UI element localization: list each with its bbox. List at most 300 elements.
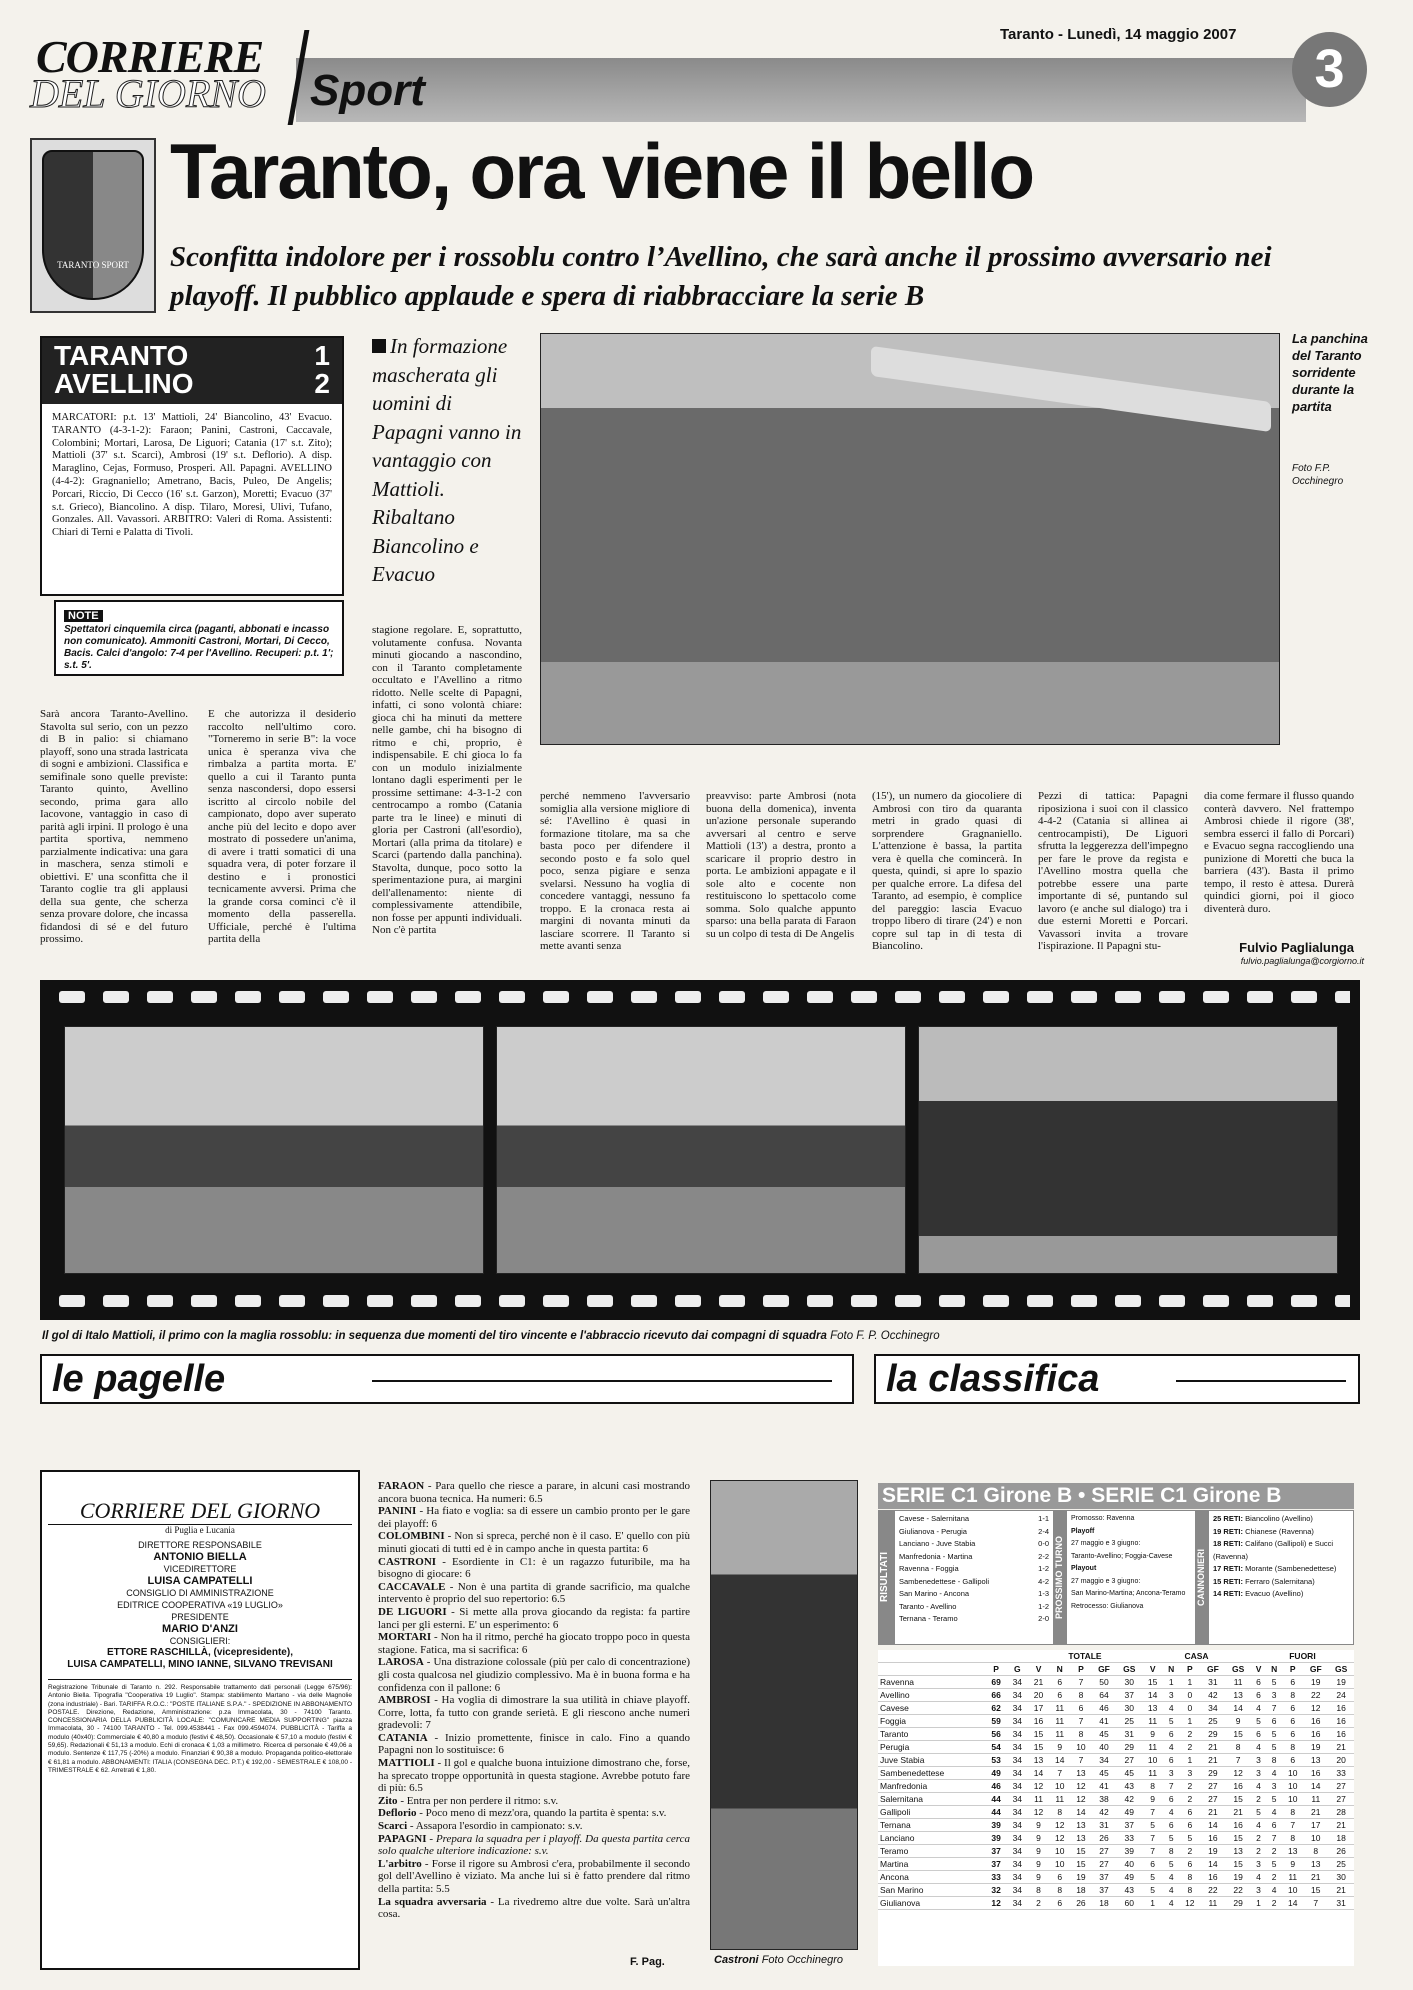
stat-cell: 8 xyxy=(1163,1845,1179,1858)
stat-cell: 2 xyxy=(1179,1793,1200,1806)
stat-cell: 27 xyxy=(1328,1793,1354,1806)
section-title: Sport xyxy=(310,66,425,115)
article-col-4: perché nemmeno l'avversario somiglia alla versione migliore di sé: l'Avellino è quasi in formazione titolare, ma sa che basta poco per difendere il secondo posto e fa solo quel poco, senza pigiare e senza svelarsi. Nessuno ha voglia di concedere vantaggi, nessuno fa troppo. E la cronaca resta ai margini di novanta minuti da lasciare scorrere. Il Taranto si mette avanti senza xyxy=(540,790,690,952)
castroni-photo xyxy=(710,1480,858,1950)
stat-cell: 4 xyxy=(1251,1741,1266,1754)
stat-cell: 6 xyxy=(1282,1754,1303,1767)
stat-cell: 6 xyxy=(1179,1819,1200,1832)
stat-cell: 13 xyxy=(1028,1754,1049,1767)
table-row xyxy=(878,1793,1354,1806)
points-cell: 69 xyxy=(986,1676,1007,1689)
stat-cell: 9 xyxy=(1225,1715,1251,1728)
stat-cell: 4 xyxy=(1163,1702,1179,1715)
stat-cell: 18 xyxy=(1328,1832,1354,1845)
stat-cell: 4 xyxy=(1163,1871,1179,1884)
table-header-cell: P xyxy=(1179,1663,1200,1676)
subheadline: Sconfitta indolore per i rossoblu contro l’Avellino, che sarà anche il prossimo avversario nei playoff. Il pubblico applaude e spera di riabbracciare la serie B xyxy=(170,241,1272,312)
stat-cell: 11 xyxy=(1049,1702,1070,1715)
stat-cell: 29 xyxy=(1225,1897,1251,1910)
team-name-cell: Avellino xyxy=(878,1689,986,1702)
risultato-row: San Marino - Ancona 1-3 xyxy=(899,1589,1049,1598)
risultato-row: Ternana - Teramo 2-0 xyxy=(899,1614,1049,1623)
stat-cell: 30 xyxy=(1116,1676,1142,1689)
stat-cell: 7 xyxy=(1142,1845,1163,1858)
cannoniere-row: 14 RETI: Evacuo (Avellino) xyxy=(1213,1589,1304,1598)
stat-cell: 15 xyxy=(1225,1728,1251,1741)
stat-cell: 27 xyxy=(1328,1780,1354,1793)
bench-photo xyxy=(540,333,1280,745)
stat-cell: 8 xyxy=(1142,1780,1163,1793)
table-row xyxy=(878,1702,1354,1715)
stat-cell: 6 xyxy=(1282,1715,1303,1728)
team-name-cell: Ravenna xyxy=(878,1676,986,1689)
stat-cell: 18 xyxy=(1070,1884,1091,1897)
stat-cell: 41 xyxy=(1092,1780,1117,1793)
stat-cell: 34 xyxy=(1007,1806,1028,1819)
stat-cell: 37 xyxy=(1116,1689,1142,1702)
stat-cell: 5 xyxy=(1163,1858,1179,1871)
stat-cell: 9 xyxy=(1028,1845,1049,1858)
film-caption-text: Il gol di Italo Mattioli, il primo con la maglia rossoblu: in sequenza due momenti del tiro vincente e l'abbraccio ricevuto dai compagni di squadra xyxy=(42,1330,827,1342)
stat-cell: 8 xyxy=(1225,1741,1251,1754)
stat-cell: 8 xyxy=(1070,1689,1091,1702)
page-number: 3 xyxy=(1292,32,1367,107)
stat-cell: 34 xyxy=(1007,1897,1028,1910)
cannoniere-row: 18 RETI: Califano (Gallipoli) e Succi (Ravenna) xyxy=(1213,1539,1334,1561)
stat-cell: 30 xyxy=(1328,1871,1354,1884)
stat-cell: 12 xyxy=(1070,1793,1091,1806)
stat-cell: 7 xyxy=(1163,1780,1179,1793)
stat-cell: 16 xyxy=(1303,1767,1328,1780)
stat-cell: 11 xyxy=(1303,1793,1328,1806)
table-row xyxy=(878,1728,1354,1741)
stat-cell: 5 xyxy=(1142,1871,1163,1884)
points-cell: 49 xyxy=(986,1767,1007,1780)
stat-cell: 21 xyxy=(1200,1806,1225,1819)
stat-cell: 2 xyxy=(1028,1897,1049,1910)
stat-cell: 6 xyxy=(1251,1689,1266,1702)
points-cell: 53 xyxy=(986,1754,1007,1767)
publisher-line: LUISA CAMPATELLI, MINO IANNE, SILVANO TREVISANI xyxy=(67,1659,333,1670)
stat-cell: 5 xyxy=(1251,1806,1266,1819)
stat-cell: 11 xyxy=(1028,1793,1049,1806)
prossimo-line: Promosso: Ravenna xyxy=(1071,1515,1135,1522)
pagella-item: CASTRONI - Esordiente in C1: è un ragazzo futuribile, ma ha bisogno di giocare: 6 xyxy=(378,1555,690,1581)
masthead xyxy=(30,30,320,120)
stat-cell: 3 xyxy=(1251,1884,1266,1897)
table-header-cell: P xyxy=(1282,1663,1303,1676)
team-name-cell: Foggia xyxy=(878,1715,986,1728)
stat-cell: 40 xyxy=(1116,1858,1142,1871)
table-header-cell: GS xyxy=(1328,1663,1354,1676)
stat-cell: 31 xyxy=(1116,1728,1142,1741)
team-logo xyxy=(30,138,156,313)
stat-cell: 22 xyxy=(1225,1884,1251,1897)
team-name-cell: Juve Stabia xyxy=(878,1754,986,1767)
away-goals: 2 xyxy=(314,368,330,399)
stat-cell: 19 xyxy=(1225,1871,1251,1884)
pagelle-list xyxy=(378,1480,690,1920)
points-cell: 62 xyxy=(986,1702,1007,1715)
stat-cell: 21 xyxy=(1225,1806,1251,1819)
stat-cell: 11 xyxy=(1142,1715,1163,1728)
points-cell: 12 xyxy=(986,1897,1007,1910)
stat-cell: 34 xyxy=(1007,1871,1028,1884)
stat-cell: 15 xyxy=(1303,1884,1328,1897)
stat-cell: 34 xyxy=(1007,1754,1028,1767)
stat-cell: 31 xyxy=(1200,1676,1225,1689)
stat-cell: 34 xyxy=(1007,1689,1028,1702)
pagella-item: La squadra avversaria - La rivedremo altre due volte. Sarà un'altra cosa. xyxy=(378,1895,690,1920)
stat-cell: 2 xyxy=(1251,1845,1266,1858)
risultato-row: Manfredonia - Martina 2-2 xyxy=(899,1551,1049,1561)
standings-table-wrap xyxy=(878,1650,1354,1966)
stat-cell: 13 xyxy=(1225,1845,1251,1858)
article-col-8: dia come fermare il flusso quando conterà davvero. Nel frattempo Ambrosi chiede il rigore (38', sembra esserci il fallo di Porcari) e Evacuo segna raccogliendo una punizione di Moretti che buca la barriera (43'). Basta il primo tempo, il resto è attesa. Durerà quindici giorni, poi il gioco diventerà duro. xyxy=(1204,790,1354,915)
article-col-6: (15'), un numero da giocoliere di Ambrosi con tiro da quaranta metri in grado quasi di sorprendere Gragnaniello. L'attenzione è bassa, la partita vera è quella che comincerà. In questa, quindi, si apre lo spazio per qualche errore. La difesa del Taranto, ad esempio, è complice del pareggio: lascia Evacuo troppo libero di tirare (24') e non copre sul tap in di testa di Biancolino. xyxy=(872,790,1022,952)
stat-cell: 17 xyxy=(1303,1819,1328,1832)
stat-cell: 16 xyxy=(1200,1832,1225,1845)
stat-cell: 6 xyxy=(1070,1702,1091,1715)
stat-cell: 3 xyxy=(1163,1767,1179,1780)
stat-cell: 8 xyxy=(1049,1884,1070,1897)
film-caption xyxy=(42,1330,1362,1342)
stat-cell: 6 xyxy=(1251,1676,1266,1689)
publisher-line: CONSIGLIERI: xyxy=(169,1636,231,1646)
stat-cell: 21 xyxy=(1303,1871,1328,1884)
stat-cell: 5 xyxy=(1142,1884,1163,1897)
team-name-cell: Manfredonia xyxy=(878,1780,986,1793)
stat-cell: 8 xyxy=(1303,1845,1328,1858)
team-name-cell: Lanciano xyxy=(878,1832,986,1845)
team-name-cell: Giulianova xyxy=(878,1897,986,1910)
pagelle-header xyxy=(40,1354,854,1404)
stat-cell: 27 xyxy=(1092,1858,1117,1871)
table-row xyxy=(878,1780,1354,1793)
team-name-cell: Ancona xyxy=(878,1871,986,1884)
stat-cell: 19 xyxy=(1303,1676,1328,1689)
stat-cell: 30 xyxy=(1116,1702,1142,1715)
stat-cell: 21 xyxy=(1028,1676,1049,1689)
risultato-row: Taranto - Avellino 1-2 xyxy=(899,1601,1049,1611)
publisher-line: ANTONIO BIELLA xyxy=(153,1551,247,1563)
photo-caption: La panchina del Taranto sorridente durante la partita xyxy=(1292,331,1368,414)
stat-cell: 8 xyxy=(1282,1689,1303,1702)
points-cell: 39 xyxy=(986,1819,1007,1832)
stat-cell: 25 xyxy=(1200,1715,1225,1728)
stat-cell: 26 xyxy=(1328,1845,1354,1858)
stat-cell: 12 xyxy=(1179,1897,1200,1910)
stat-cell: 12 xyxy=(1303,1702,1328,1715)
stat-cell: 10 xyxy=(1049,1858,1070,1871)
risultato-row: Ravenna - Foggia 1-2 xyxy=(899,1564,1049,1573)
film-holes-top xyxy=(50,990,1350,1008)
article-col-3: stagione regolare. E, soprattutto, volutamente confusa. Novanta minuti giocando a nascondino, con il Taranto completamente occultato e l'Avellino a ritmo ridotto. Nelle scelte di Papagni, infatti, ci sono volontà chiare: gioca chi ha minuti da mettere nelle gambe, chi ha bisogno di ritmo e chi, proprio, è indispensabile. E chi gioca lo fa con un modulo inizialmente lontano dagli esperimenti per le prossime settimane: 4-3-1-2 con centrocampo a rombo (Catania parte tra le linee) e minuti di gloria per Castroni (all'esordio), Mortari (alla prima da titolare) e Scarci (partendo dalla panchina). Stavolta, dunque, poco sotto la sperimentazione pura, ai margini dell'allenamento: niente di complessivamente attendibile, non fosse per appunti individuali. Non c'è partita xyxy=(372,624,522,936)
away-team: AVELLINO xyxy=(54,368,194,399)
stat-cell: 19 xyxy=(1303,1741,1328,1754)
stat-cell: 8 xyxy=(1049,1806,1070,1819)
risultato-row: Sambenedettese - Gallipoli 4-2 xyxy=(899,1576,1049,1586)
stat-cell: 14 xyxy=(1200,1858,1225,1871)
stat-cell: 6 xyxy=(1163,1819,1179,1832)
article-col-1: Sarà ancora Taranto-Avellino. Stavolta sul serio, con un pezzo di B in palio: si chiamano playoff, sono una strada lastricata di sogni e ambizioni. Classifica e semifinale sono quelle previste: Taranto quinto, Avellino secondo, prima gara allo Iacovone, vantaggio in caso di parità agli irpini. Il prologo è una partita sportiva, nemmeno parzialmente indicativa: una gara in maschera, senza stimoli e obiettivi. E' una sconfitta che il Taranto coglie tra gli applausi della sua gente, che scherza senza provare dolore, che incassa fidandosi di sé e del futuro prossimo. xyxy=(40,708,188,945)
stat-cell: 9 xyxy=(1028,1871,1049,1884)
stat-cell: 8 xyxy=(1282,1832,1303,1845)
stat-cell: 9 xyxy=(1142,1728,1163,1741)
pagella-item: PANINI - Ha fiato e voglia: sa di essere un cambio pronto per le gare dei playoff: 6 xyxy=(378,1505,690,1530)
stat-cell: 15 xyxy=(1028,1728,1049,1741)
stat-cell: 22 xyxy=(1200,1884,1225,1897)
classifica-title: la classifica xyxy=(886,1358,1100,1400)
cannoniere-row: 17 RETI: Morante (Sambenedettese) xyxy=(1213,1564,1337,1573)
table-header-cell: GF xyxy=(1303,1663,1328,1676)
stat-cell: 1 xyxy=(1179,1715,1200,1728)
stat-cell: 16 xyxy=(1225,1819,1251,1832)
standings-header-row xyxy=(878,1663,1354,1676)
stat-cell: 6 xyxy=(1266,1715,1282,1728)
stat-cell: 7 xyxy=(1266,1832,1282,1845)
stat-cell: 4 xyxy=(1163,1806,1179,1819)
stat-cell: 5 xyxy=(1142,1819,1163,1832)
cannonieri-label: CANNONIERI xyxy=(1195,1511,1209,1644)
stat-cell: 14 xyxy=(1070,1806,1091,1819)
stat-cell: 15 xyxy=(1070,1858,1091,1871)
stat-cell: 34 xyxy=(1007,1676,1028,1689)
stat-cell: 27 xyxy=(1200,1793,1225,1806)
note-title: NOTE xyxy=(64,610,103,622)
stat-cell: 14 xyxy=(1142,1689,1163,1702)
stat-cell: 43 xyxy=(1116,1884,1142,1897)
table-header-cell: N xyxy=(1266,1663,1282,1676)
group-fuori: FUORI xyxy=(1251,1650,1354,1663)
risultati-label: RISULTATI xyxy=(879,1511,895,1644)
stat-cell: 34 xyxy=(1007,1819,1028,1832)
stat-cell: 8 xyxy=(1282,1806,1303,1819)
stat-cell: 8 xyxy=(1070,1728,1091,1741)
stat-cell: 22 xyxy=(1303,1689,1328,1702)
stat-cell: 3 xyxy=(1251,1858,1266,1871)
stat-cell: 3 xyxy=(1251,1767,1266,1780)
author-name: Fulvio Paglialunga xyxy=(1239,940,1354,955)
pagella-item: FARAON - Para quello che riesce a parare, in alcuni casi mostrando ancora buona tecnica. Ha numeri: 6.5 xyxy=(378,1480,690,1505)
stat-cell: 8 xyxy=(1179,1884,1200,1897)
table-row xyxy=(878,1884,1354,1897)
stat-cell: 11 xyxy=(1282,1871,1303,1884)
stat-cell: 16 xyxy=(1328,1728,1354,1741)
stat-cell: 7 xyxy=(1266,1702,1282,1715)
stat-cell: 5 xyxy=(1266,1676,1282,1689)
stat-cell: 15 xyxy=(1225,1858,1251,1871)
publisher-line: ETTORE RASCHILLÀ, (vicepresidente), xyxy=(107,1647,293,1658)
stat-cell: 12 xyxy=(1070,1780,1091,1793)
points-cell: 59 xyxy=(986,1715,1007,1728)
stat-cell: 4 xyxy=(1251,1780,1266,1793)
stat-cell: 15 xyxy=(1028,1741,1049,1754)
points-cell: 46 xyxy=(986,1780,1007,1793)
pagella-item: MATTIOLI - Il gol e qualche buona intuizione dimostrano che, forse, ha sprecato troppe opportunità in questa stagione. Avrebbe potuto fare di più: 6.5 xyxy=(378,1757,690,1795)
stat-cell: 46 xyxy=(1092,1702,1117,1715)
stat-cell: 41 xyxy=(1092,1715,1117,1728)
team-name-cell: Teramo xyxy=(878,1845,986,1858)
stat-cell: 5 xyxy=(1163,1832,1179,1845)
stat-cell: 60 xyxy=(1116,1897,1142,1910)
publisher-title: CORRIERE DEL GIORNO xyxy=(48,1498,352,1525)
pagella-item: L'arbitro - Forse il rigore su Ambrosi c'era, probabilmente il secondo gol dell'Avellino è viziato. Ma anche lui si è fatto prendere dal ritmo della partita: 5.5 xyxy=(378,1857,690,1895)
publisher-box xyxy=(40,1470,360,1970)
stat-cell: 12 xyxy=(1028,1806,1049,1819)
stat-cell: 14 xyxy=(1282,1897,1303,1910)
castroni-caption-name: Castroni xyxy=(714,1954,759,1966)
stat-cell: 10 xyxy=(1303,1832,1328,1845)
stat-cell: 2 xyxy=(1179,1845,1200,1858)
group-totale: TOTALE xyxy=(1028,1650,1142,1663)
film-photo-1 xyxy=(64,1026,484,1274)
stat-cell: 29 xyxy=(1200,1728,1225,1741)
table-header-cell: GF xyxy=(1092,1663,1117,1676)
pagella-item: Scarci - Assapora l'esordio in campionato: s.v. xyxy=(378,1820,583,1833)
pagella-item: DE LIGUORI - Si mette alla prova giocando da regista: fa partire lanci per gli esterni. E' un esperimento: 6 xyxy=(378,1605,690,1631)
points-cell: 44 xyxy=(986,1793,1007,1806)
section-band xyxy=(296,58,1306,122)
stat-cell: 31 xyxy=(1328,1897,1354,1910)
stat-cell: 34 xyxy=(1007,1858,1028,1871)
masthead-title: CORRIERE xyxy=(36,31,264,82)
stat-cell: 7 xyxy=(1225,1754,1251,1767)
stat-cell: 9 xyxy=(1142,1793,1163,1806)
stat-cell: 7 xyxy=(1142,1806,1163,1819)
pagella-item: COLOMBINI - Non si spreca, perché non è il caso. E' quello con più minuti giocati di tutti ed è in campo anche in questa partita: 6 xyxy=(378,1530,690,1555)
stat-cell: 16 xyxy=(1328,1715,1354,1728)
points-cell: 37 xyxy=(986,1858,1007,1871)
stat-cell: 12 xyxy=(1225,1767,1251,1780)
table-row xyxy=(878,1897,1354,1910)
points-cell: 56 xyxy=(986,1728,1007,1741)
table-row xyxy=(878,1806,1354,1819)
prossimo-line: Retrocesso: Giulianova xyxy=(1071,1602,1144,1610)
stat-cell: 45 xyxy=(1116,1767,1142,1780)
stat-cell: 6 xyxy=(1266,1819,1282,1832)
stat-cell: 7 xyxy=(1049,1767,1070,1780)
stat-cell: 9 xyxy=(1049,1741,1070,1754)
stat-cell: 13 xyxy=(1303,1858,1328,1871)
stat-cell: 10 xyxy=(1282,1884,1303,1897)
stat-cell: 14 xyxy=(1303,1780,1328,1793)
stat-cell: 9 xyxy=(1282,1858,1303,1871)
stat-cell: 8 xyxy=(1266,1754,1282,1767)
stat-cell: 16 xyxy=(1225,1780,1251,1793)
stat-cell: 4 xyxy=(1251,1702,1266,1715)
publisher-line: LUISA CAMPATELLI xyxy=(147,1575,253,1587)
stat-cell: 10 xyxy=(1142,1754,1163,1767)
castroni-caption-credit: Foto Occhinegro xyxy=(761,1954,844,1966)
stat-cell: 34 xyxy=(1007,1715,1028,1728)
pagella-item: Zito - Entra per non perdere il ritmo: s.v. xyxy=(378,1794,559,1807)
table-row xyxy=(878,1676,1354,1689)
cannoniere-row: 15 RETI: Ferraro (Salernitana) xyxy=(1213,1576,1315,1586)
pagella-item: CACCAVALE - Non è una partita di grande sacrificio, ma qualche intervento è proprio del suo repertorio: 6.5 xyxy=(378,1580,690,1606)
table-header-cell: G xyxy=(1007,1663,1028,1676)
stat-cell: 19 xyxy=(1200,1845,1225,1858)
stat-cell: 15 xyxy=(1070,1845,1091,1858)
table-row xyxy=(878,1845,1354,1858)
publisher-line: DIRETTORE RESPONSABILE xyxy=(138,1540,262,1550)
home-goals: 1 xyxy=(314,340,330,371)
publisher-line: VICEDIRETTORE xyxy=(163,1564,237,1574)
stat-cell: 27 xyxy=(1092,1845,1117,1858)
stat-cell: 6 xyxy=(1179,1806,1200,1819)
publisher-line: EDITRICE COOPERATIVA «19 LUGLIO» xyxy=(117,1600,283,1610)
table-header-cell: P xyxy=(986,1663,1007,1676)
publisher-line: PRESIDENTE xyxy=(171,1612,229,1622)
stat-cell: 16 xyxy=(1303,1715,1328,1728)
prossimo-line: Taranto-Avellino; Foggia-Cavese xyxy=(1071,1552,1173,1560)
stat-cell: 12 xyxy=(1028,1780,1049,1793)
film-caption-credit: Foto F. P. Occhinegro xyxy=(830,1330,940,1342)
serie-banner: SERIE C1 Girone B • SERIE C1 Girone B xyxy=(878,1483,1354,1509)
stat-cell: 10 xyxy=(1070,1741,1091,1754)
stat-cell: 4 xyxy=(1266,1884,1282,1897)
score-box xyxy=(40,336,344,596)
stat-cell: 34 xyxy=(1007,1884,1028,1897)
stat-cell: 21 xyxy=(1328,1819,1354,1832)
stat-cell: 13 xyxy=(1282,1845,1303,1858)
stat-cell: 6 xyxy=(1049,1676,1070,1689)
stat-cell: 6 xyxy=(1282,1702,1303,1715)
prossimo-label: PROSSIMO TURNO xyxy=(1053,1511,1067,1644)
stat-cell: 6 xyxy=(1163,1793,1179,1806)
stat-cell: 5 xyxy=(1251,1715,1266,1728)
team-name-cell: Taranto xyxy=(878,1728,986,1741)
stat-cell: 3 xyxy=(1266,1689,1282,1702)
stat-cell: 15 xyxy=(1142,1676,1163,1689)
stat-cell: 6 xyxy=(1282,1676,1303,1689)
stat-cell: 12 xyxy=(1049,1832,1070,1845)
stat-cell: 39 xyxy=(1116,1845,1142,1858)
team-name-cell: Martina xyxy=(878,1858,986,1871)
stat-cell: 11 xyxy=(1142,1741,1163,1754)
points-cell: 66 xyxy=(986,1689,1007,1702)
stat-cell: 16 xyxy=(1303,1728,1328,1741)
stat-cell: 8 xyxy=(1282,1741,1303,1754)
stat-cell: 11 xyxy=(1142,1767,1163,1780)
stat-cell: 34 xyxy=(1007,1780,1028,1793)
table-header-cell: GS xyxy=(1116,1663,1142,1676)
points-cell: 54 xyxy=(986,1741,1007,1754)
stat-cell: 4 xyxy=(1163,1897,1179,1910)
stat-cell: 4 xyxy=(1251,1819,1266,1832)
stat-cell: 45 xyxy=(1092,1728,1117,1741)
stat-cell: 6 xyxy=(1163,1754,1179,1767)
table-header-cell: V xyxy=(1142,1663,1163,1676)
stat-cell: 6 xyxy=(1179,1858,1200,1871)
stat-cell: 38 xyxy=(1092,1793,1117,1806)
points-cell: 32 xyxy=(986,1884,1007,1897)
table-row xyxy=(878,1741,1354,1754)
table-header-cell: P xyxy=(1070,1663,1091,1676)
masthead-subtitle: DEL GIORNO xyxy=(30,71,266,116)
stat-cell: 33 xyxy=(1328,1767,1354,1780)
standings-body xyxy=(878,1676,1354,1910)
stat-cell: 10 xyxy=(1282,1767,1303,1780)
group-casa: CASA xyxy=(1142,1650,1251,1663)
logo-text: TARANTO SPORT xyxy=(57,260,129,270)
stat-cell: 27 xyxy=(1116,1754,1142,1767)
stat-cell: 2 xyxy=(1251,1832,1266,1845)
standings-group-row xyxy=(878,1650,1354,1663)
table-row xyxy=(878,1767,1354,1780)
pull-quote xyxy=(372,332,522,589)
stat-cell: 21 xyxy=(1200,1754,1225,1767)
